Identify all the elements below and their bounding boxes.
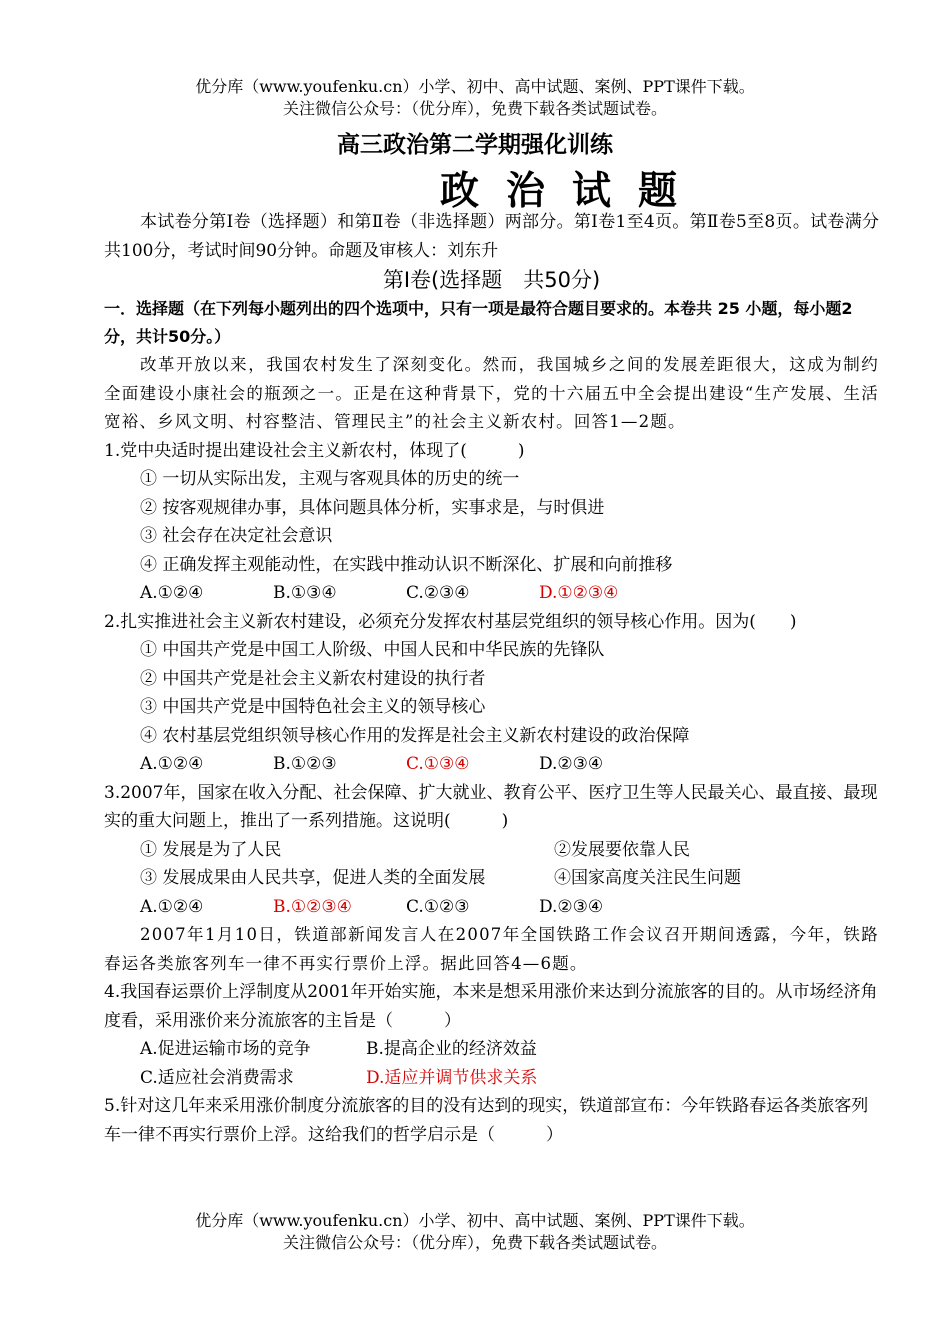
question-3-item-2: ②发展要依靠人民 (554, 839, 690, 860)
exam-intro: 本试卷分第Ⅰ卷（选择题）和第Ⅱ卷（非选择题）两部分。第Ⅰ卷1至4页。第Ⅱ卷5至8页。试卷满分共100分，考试时间90分钟。命题及审核人：刘东升 (104, 212, 879, 261)
question-2-item-4: ④ 农村基层党组织领导核心作用的发挥是社会主义新农村建设的政治保障 (140, 725, 690, 746)
question-3-items-row-1 (104, 836, 879, 865)
banner-line-1: 优分库（www.youfenku.cn）小学、初中、高中试题、案例、PPT课件下载。 (195, 77, 755, 96)
question-1-item-1: ① 一切从实际出发，主观与客观具体的历史的统一 (140, 469, 520, 489)
question-4-choices-row-1 (104, 1035, 879, 1064)
material-1: 改革开放以来，我国农村发生了深刻变化。然而，我国城乡之间的发展差距很大，这成为制约全面建设小康社会的瓶颈之一。正是在这种背景下，党的十六届五中全会提出建设“生产发展、生活宽裕、乡风文明、村容整洁、管理民主”的社会主义新农村。回答1—2题。 (104, 355, 879, 431)
choice-c-answer: C.①③④ (406, 754, 470, 774)
choice-a: A.①②④ (140, 896, 204, 917)
section-instructions: 一．选择题（在下列每小题列出的四个选项中，只有一项是最符合题目要求的。本卷共 25 小题，每小题2分，共计50分。） (104, 299, 853, 346)
question-3-choices (104, 893, 879, 922)
question-2-item-2: ② 中国共产党是社会主义新农村建设的执行者 (140, 668, 486, 689)
exam-subtitle: 高三政治第二学期强化训练 (337, 132, 613, 158)
question-3-items-row-2 (104, 864, 879, 893)
choice-d-answer: D.适应并调节供求关系 (366, 1067, 538, 1088)
question-3-stem: 3.2007年，国家在收入分配、社会保障、扩大就业、教育公平、医疗卫生等人民最关心、最直接、最现实的重大问题上，推出了一系列措施。这说明( ) (104, 782, 878, 831)
material-2: 2007年1月10日，铁道部新闻发言人在2007年全国铁路工作会议召开期间透露，今年，铁路春运各类旅客列车一律不再实行票价上浮。据此回答4—6题。 (104, 925, 879, 973)
question-4-stem: 4.我国春运票价上浮制度从2001年开始实施，本来是想采用涨价来达到分流旅客的目的。从市场经济角度看，采用涨价来分流旅客的主旨是（ ） (104, 982, 878, 1031)
question-1-item-2: ② 按客观规律办事，具体问题具体分析，实事求是，与时俱进 (140, 497, 605, 518)
choice-b: B.①③④ (273, 583, 337, 603)
choice-a: A.促进运输市场的竞争 (140, 1039, 311, 1059)
question-2-stem: 2.扎实推进社会主义新农村建设，必须充分发挥农村基层党组织的领导核心作用。因为( ) (104, 611, 797, 632)
question-1-choices (104, 579, 879, 608)
question-2-item-3: ③ 中国共产党是中国特色社会主义的领导核心 (140, 697, 486, 717)
choice-c: C.①②③ (406, 896, 470, 917)
question-2-choices (104, 750, 879, 779)
choice-a: A.①②④ (140, 583, 204, 603)
choice-c: C.适应社会消费需求 (140, 1067, 294, 1088)
question-1-stem: 1.党中央适时提出建设社会主义新农村，体现了( ) (104, 440, 525, 461)
exam-title: 政治试题 (440, 169, 705, 214)
question-4-choices-row-2 (104, 1064, 879, 1093)
question-1-item-3: ③ 社会存在决定社会意识 (140, 526, 333, 546)
question-2-item-1: ① 中国共产党是中国工人阶级、中国人民和中华民族的先锋队 (140, 640, 605, 660)
question-3-item-1: ① 发展是为了人民 (140, 839, 282, 860)
choice-d-answer: D.①②③④ (539, 583, 619, 603)
choice-b: B.提高企业的经济效益 (366, 1039, 537, 1059)
section-title: 第Ⅰ卷(选择题 共50分) (382, 268, 601, 292)
choice-c: C.②③④ (406, 583, 470, 603)
banner-line-1: 优分库（www.youfenku.cn）小学、初中、高中试题、案例、PPT课件下载。 (195, 1211, 755, 1230)
footer-banner (0, 1210, 950, 1254)
banner-line-2: 关注微信公众号：（优分库），免费下载各类试题试卷。 (282, 1233, 667, 1252)
choice-d: D.②③④ (539, 896, 604, 917)
question-5-stem: 5.针对这几年来采用涨价制度分流旅客的目的没有达到的现实，铁道部宣布：今年铁路春运各类旅客列车一律不再实行票价上浮。这给我们的哲学启示是（ ） (104, 1096, 869, 1145)
question-1-item-4: ④ 正确发挥主观能动性，在实践中推动认识不断深化、扩展和向前推移 (140, 554, 673, 575)
header-banner (0, 76, 950, 120)
choice-a: A.①②④ (140, 754, 204, 774)
choice-b: B.①②③ (273, 754, 337, 774)
choice-b-answer: B.①②③④ (273, 896, 352, 917)
banner-line-2: 关注微信公众号：（优分库），免费下载各类试题试卷。 (282, 99, 667, 118)
exam-body (104, 208, 879, 1149)
question-3-item-3: ③ 发展成果由人民共享，促进人类的全面发展 (140, 868, 486, 888)
question-3-item-4: ④国家高度关注民生问题 (554, 868, 741, 888)
choice-d: D.②③④ (539, 754, 604, 774)
